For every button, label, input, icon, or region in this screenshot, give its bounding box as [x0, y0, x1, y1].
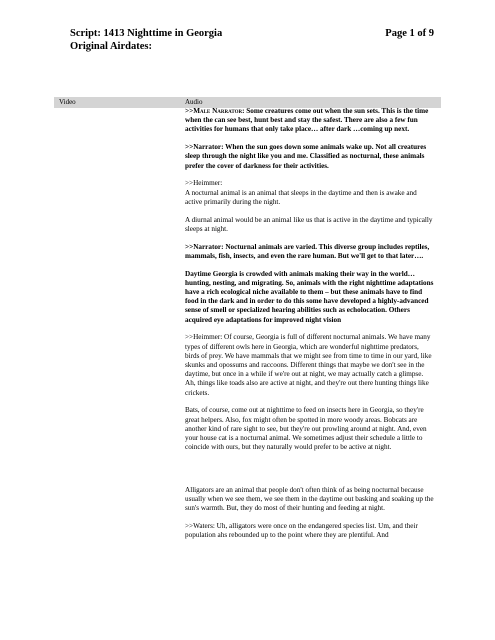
script-paragraph: Bats, of course, come out at nighttime to feed on insects here in Georgia, so they're great helpers. Also, fox might often be spotted in more woody areas. Bobcats are another kind of rare sight to see, but they're out prowling around at night. And, even your house cat is a nocturnal animal. We sometimes adjust their schedule a little to coincide with ours, but they naturally would prefer to be active at night.: [185, 406, 427, 452]
video-column-header: Video: [59, 98, 76, 106]
page-number: Page 1 of 9: [385, 28, 434, 39]
script-paragraph: >>Narrator: Nocturnal animals are varied. This diverse group includes reptiles, mammals, fish, insects, and even the rare human. But we'll get to that later….: [185, 242, 430, 260]
script-paragraph: >>Waters: Uh, alligators were once on the endangered species list. Um, and their population ahs rebounded up to the point where they are plentiful. And: [185, 522, 418, 540]
blank-space: [185, 461, 435, 486]
audio-column: [185, 107, 435, 549]
script-paragraph: >>Heimmer: A nocturnal animal is an animal that sleeps in the daytime and then is awake and active primarily during the night.: [185, 179, 417, 206]
speaker-prefix: >>: [185, 107, 194, 115]
script-paragraph: Daytime Georgia is crowded with animals making their way in the world… hunting, nesting, and migrating. So, animals with the right nighttime adaptations have a rich ecological niche available to them – but these animals have to find food in the dark and in order to do this some have developed a highly-advanced sense of smell or specialized hearing abilities such as echolocation. Others acquired eye adaptations for improved night vision: [185, 269, 434, 324]
script-paragraph: Alligators are an animal that people don't often think of as being nocturnal because usually when we see them, we see them in the daytime out basking and soaking up the sun's warmth. But, they do most of their hunting and feeding at night.: [185, 486, 434, 513]
script-paragraph: A diurnal animal would be an animal like us that is active in the daytime and typically sleeps at night.: [185, 215, 433, 233]
original-airdates: Original Airdates:: [70, 41, 152, 52]
script-paragraph: [185, 107, 435, 135]
speaker-name: Male Narrator:: [193, 107, 245, 115]
audio-column-header: Audio: [185, 98, 203, 106]
script-paragraph: >>Heimmer: Of course, Georgia is full of different nocturnal animals. We have many types of different owls here in Georgia, which are wonderful nighttime predators, birds of prey. We have mammals that we might see from time to time in our yard, like skunks and opossums and raccoons. Different things that maybe we don't see in the daytime, but once in a while if we're out at night, we may actually catch a glimpse. Ah, things like toads also are active at night, and they're out there hunting things like crickets.: [185, 333, 432, 397]
script-paragraph: >>Narrator: When the sun goes down some animals wake up. Not all creatures sleep through the night like you and me. Classified as nocturnal, these animals prefer the cover of darkness for their activities.: [185, 143, 427, 170]
page-header: [70, 27, 434, 53]
script-title: Script: 1413 Nighttime in Georgia: [70, 28, 223, 39]
paragraph-text: Some creatures come out when the sun sets. This is the time when the can see best, hunt best and stay the safest. There are also a few fun activities for humans that only take place… after dark …coming up next.: [185, 107, 429, 134]
